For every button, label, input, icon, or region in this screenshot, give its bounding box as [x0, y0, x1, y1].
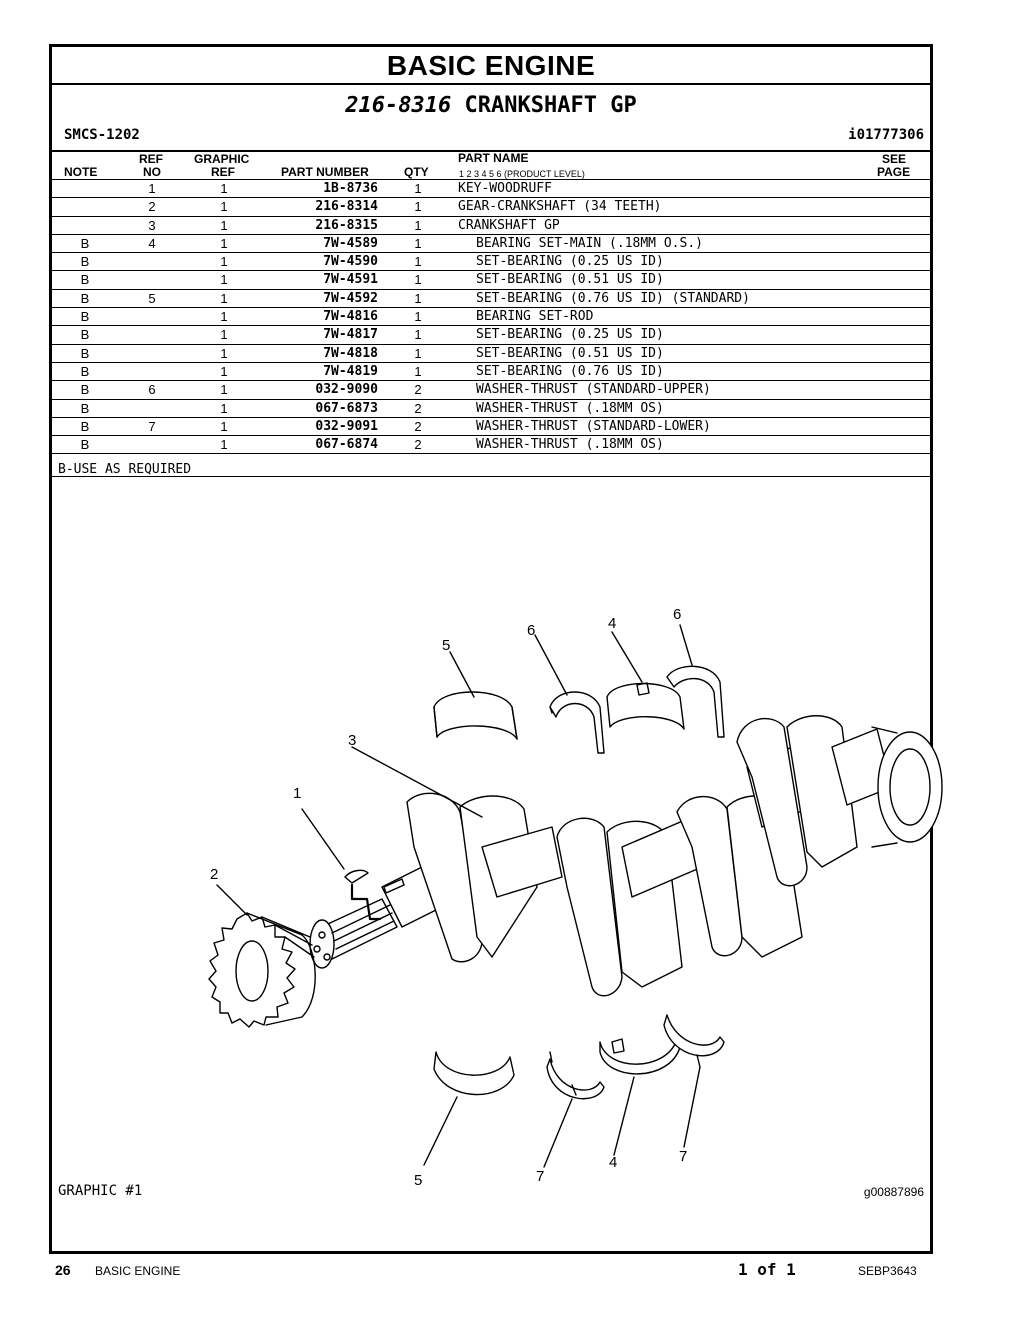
woodruff-key-illustration [345, 870, 368, 883]
col-graphic-top: GRAPHIC [194, 152, 250, 166]
thrust-washer-lower-illustration [547, 1052, 604, 1099]
row-part-number: 7W-4818 [323, 345, 378, 361]
col-note: NOTE [64, 165, 98, 179]
row-ref-no: 6 [148, 382, 156, 398]
table-row [52, 180, 930, 198]
table-row [52, 253, 930, 271]
table-row [52, 400, 930, 418]
group-part-number: 216-8316 [345, 93, 452, 118]
parts-table [52, 150, 930, 454]
row-qty: 1 [414, 309, 422, 325]
table-row [52, 326, 930, 344]
row-note: B [80, 254, 90, 270]
row-graphic-ref: 1 [220, 290, 228, 306]
note-b: B-USE AS REQUIRED [58, 462, 192, 477]
graphic-id: g00887896 [863, 1185, 924, 1199]
row-part-number: 7W-4817 [323, 327, 378, 343]
row-graphic-ref: 1 [220, 327, 228, 343]
row-part-number: 067-6873 [315, 400, 378, 416]
row-graphic-ref: 1 [220, 199, 228, 215]
row-qty: 2 [414, 437, 422, 453]
row-graphic-ref: 1 [220, 363, 228, 379]
callout-7-left: 7 [536, 1168, 545, 1185]
row-note: B [80, 272, 90, 288]
table-row [52, 308, 930, 326]
row-qty: 2 [414, 418, 422, 434]
callout-7-right: 7 [679, 1148, 688, 1165]
table-row [52, 381, 930, 399]
row-ref-no: 5 [148, 290, 156, 306]
row-graphic-ref: 1 [220, 400, 228, 416]
document-id: i01777306 [848, 127, 924, 143]
col-see-top: SEE [882, 152, 907, 166]
callout-1: 1 [293, 785, 302, 802]
row-ref-no: 3 [148, 217, 156, 233]
row-note: B [80, 418, 90, 434]
row-part-name: KEY-WOODRUFF [458, 181, 552, 196]
row-note: B [80, 382, 90, 398]
callout-5-bottom: 5 [414, 1172, 423, 1189]
row-qty: 1 [414, 327, 422, 343]
table-row [52, 418, 930, 436]
main-bearing-lower-illustration [600, 1039, 680, 1074]
product-levels: 1 2 3 4 5 6 (PRODUCT LEVEL) [459, 169, 585, 179]
row-part-name: SET-BEARING (0.51 US ID) [476, 272, 664, 288]
col-ref-bottom: NO [143, 165, 161, 179]
row-note: B [80, 290, 90, 306]
smcs-code: SMCS-1202 [64, 127, 140, 143]
row-part-number: 032-9090 [315, 382, 378, 398]
table-row [52, 198, 930, 216]
page-title: BASIC ENGINE [52, 47, 930, 85]
thrust-washer-upper-illustration [550, 692, 604, 753]
row-part-number: 1B-8736 [323, 181, 378, 196]
footer-page-of: 1 of 1 [738, 1260, 796, 1279]
callout-3: 3 [348, 732, 357, 749]
callout-6-right: 6 [673, 606, 682, 623]
row-ref-no: 1 [148, 181, 156, 196]
table-header [52, 152, 930, 180]
page-frame [49, 44, 933, 1254]
row-graphic-ref: 1 [220, 437, 228, 453]
col-part-number: PART NUMBER [281, 165, 369, 179]
row-part-number: 216-8314 [315, 199, 378, 215]
row-graphic-ref: 1 [220, 217, 228, 233]
row-qty: 1 [414, 254, 422, 270]
row-qty: 1 [414, 290, 422, 306]
main-bearing-upper-illustration [607, 683, 684, 729]
group-name: CRANKSHAFT GP [464, 93, 637, 118]
row-part-name: WASHER-THRUST (STANDARD-UPPER) [476, 382, 711, 398]
row-part-number: 216-8315 [315, 217, 378, 233]
table-row [52, 235, 930, 253]
row-graphic-ref: 1 [220, 181, 228, 196]
callout-4-bottom: 4 [609, 1154, 618, 1171]
row-note: B [80, 309, 90, 325]
row-part-name: SET-BEARING (0.51 US ID) [476, 345, 664, 361]
row-part-number: 7W-4590 [323, 254, 378, 270]
row-graphic-ref: 1 [220, 418, 228, 434]
page-footer [0, 1258, 1020, 1288]
crankshaft-illustration [310, 716, 942, 996]
table-row [52, 217, 930, 235]
footer-section: BASIC ENGINE [95, 1264, 181, 1278]
divider [52, 476, 930, 477]
row-note: B [80, 400, 90, 416]
callout-6-left: 6 [527, 622, 536, 639]
row-note: B [80, 363, 90, 379]
row-part-name: SET-BEARING (0.25 US ID) [476, 254, 664, 270]
row-qty: 1 [414, 217, 422, 233]
row-part-name: WASHER-THRUST (.18MM OS) [476, 400, 664, 416]
row-part-number: 7W-4591 [323, 272, 378, 288]
bearing-lower-illustration [434, 1052, 514, 1095]
row-ref-no: 4 [148, 235, 156, 251]
table-row [52, 271, 930, 289]
row-note: B [80, 327, 90, 343]
bearing-upper-illustration [434, 692, 517, 739]
footer-page-number: 26 [55, 1262, 71, 1278]
row-qty: 1 [414, 199, 422, 215]
row-part-name: CRANKSHAFT GP [458, 217, 560, 233]
row-part-name: SET-BEARING (0.76 US ID) [476, 363, 664, 379]
row-graphic-ref: 1 [220, 254, 228, 270]
row-qty: 1 [414, 235, 422, 251]
graphic-label: GRAPHIC #1 [58, 1183, 143, 1199]
row-part-number: 7W-4589 [323, 235, 378, 251]
row-graphic-ref: 1 [220, 345, 228, 361]
row-part-name: BEARING SET-MAIN (.18MM O.S.) [476, 235, 703, 251]
row-graphic-ref: 1 [220, 235, 228, 251]
row-graphic-ref: 1 [220, 272, 228, 288]
row-part-name: SET-BEARING (0.76 US ID) (STANDARD) [476, 290, 750, 306]
row-part-number: 067-6874 [315, 437, 378, 453]
row-part-number: 7W-4592 [323, 290, 378, 306]
group-title [52, 91, 930, 121]
row-part-name: BEARING SET-ROD [476, 309, 594, 325]
col-qty: QTY [404, 165, 429, 179]
row-note: B [80, 235, 90, 251]
col-part-name: PART NAME [458, 151, 529, 165]
crankshaft-gear-illustration [209, 913, 315, 1027]
row-ref-no: 7 [148, 418, 156, 434]
row-part-number: 7W-4819 [323, 363, 378, 379]
row-part-name: WASHER-THRUST (STANDARD-LOWER) [476, 418, 711, 434]
row-part-number: 032-9091 [315, 418, 378, 434]
callout-2: 2 [210, 866, 219, 883]
footer-doc-number: SEBP3643 [858, 1264, 917, 1278]
table-row [52, 436, 930, 454]
table-body [52, 180, 930, 454]
row-part-name: GEAR-CRANKSHAFT (34 TEETH) [458, 199, 662, 215]
row-qty: 2 [414, 382, 422, 398]
row-part-name: SET-BEARING (0.25 US ID) [476, 327, 664, 343]
row-note: B [80, 345, 90, 361]
table-row [52, 363, 930, 381]
table-row [52, 290, 930, 308]
table-row [52, 345, 930, 363]
row-qty: 1 [414, 181, 422, 196]
row-note: B [80, 437, 90, 453]
callout-5-top: 5 [442, 637, 451, 654]
callout-4-top: 4 [608, 615, 617, 632]
row-graphic-ref: 1 [220, 382, 228, 398]
crankshaft-exploded-diagram [152, 547, 952, 1197]
row-qty: 1 [414, 345, 422, 361]
row-graphic-ref: 1 [220, 309, 228, 325]
row-part-number: 7W-4816 [323, 309, 378, 325]
row-qty: 2 [414, 400, 422, 416]
row-qty: 1 [414, 272, 422, 288]
col-ref-top: REF [139, 152, 163, 166]
col-see-bottom: PAGE [877, 165, 911, 179]
col-graphic-bottom: REF [211, 165, 235, 179]
row-ref-no: 2 [148, 199, 156, 215]
row-qty: 1 [414, 363, 422, 379]
row-part-name: WASHER-THRUST (.18MM OS) [476, 437, 664, 453]
